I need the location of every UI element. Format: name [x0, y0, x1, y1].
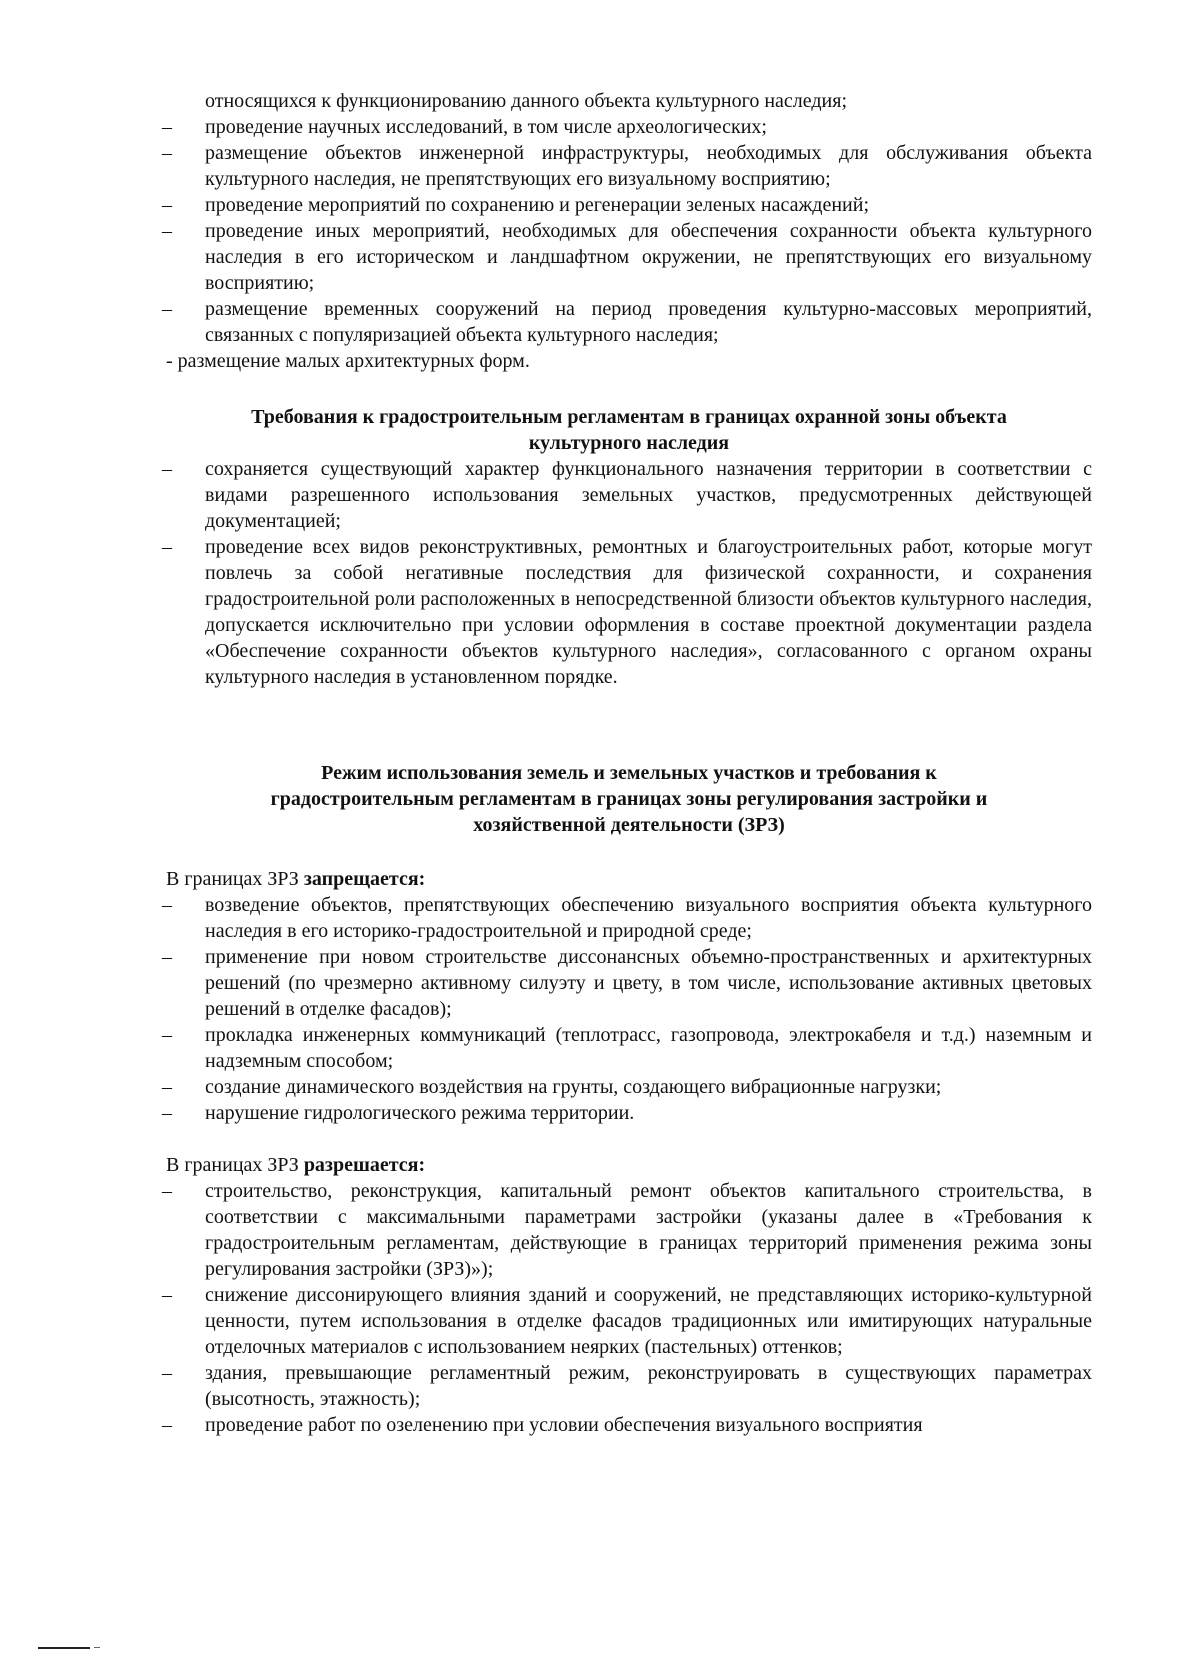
- list-item: – здания, превышающие регламентный режим, реконструировать в существующих параметрах (высотность, этажность);: [162, 1362, 1092, 1410]
- bullet-dash: –: [162, 946, 172, 968]
- bullet-dash: –: [162, 1102, 172, 1124]
- bullet-dash: –: [162, 1180, 172, 1202]
- bullet-dash: –: [162, 1024, 172, 1046]
- list-item: – сохраняется существующий характер функционального назначения территории в соответствии с видами разрешенного использования земельных участков, предусмотренных действующей документацией;: [162, 458, 1092, 532]
- list-item: – проведение иных мероприятий, необходимых для обеспечения сохранности объекта культурного наследия в его историческом и ландшафтном окружении, не препятствующих его визуальному восприятию;: [162, 220, 1092, 294]
- list-item: – проведение мероприятий по сохранению и регенерации зеленых насаждений;: [162, 194, 870, 216]
- list-item: – проведение всех видов реконструктивных, ремонтных и благоустроительных работ, которые могут повлечь за собой негативные последствия для физической сохранности, и сохранения градостроительной роли расположенных в непосредственной близости объектов культурного наследия, допускается исключительно при условии оформления в составе проектной документации раздела «Обеспечение сохранности объектов культурного наследия», согласованного с органом охраны культурного наследия в установленном порядке.: [162, 536, 1092, 688]
- list-item: – возведение объектов, препятствующих обеспечению визуального восприятия объекта культурного наследия в его историко-градостроительной и природной среде;: [162, 894, 1092, 942]
- list-item: – снижение диссонирующего влияния зданий и сооружений, не представляющих историко-культурной ценности, путем использования в отделке фасадов традиционных или имитирующих натуральные отделочных материалов с использованием неярких (пастельных) оттенков;: [162, 1284, 1092, 1358]
- list-item: – строительство, реконструкция, капитальный ремонт объектов капитального строительства, в соответствии с максимальными параметрами застройки (указаны далее в «Требования к градостроительным регламентам, действующие в границах территорий применения режима зоны регулирования застройки (ЗРЗ)»);: [162, 1180, 1092, 1280]
- bullet-dash: –: [162, 142, 172, 164]
- scan-mark: [38, 1647, 90, 1649]
- bullet-dash: –: [162, 1414, 172, 1436]
- section-heading: Режим использования земель и земельных участков и требования к градостроительным регламентам в границах зоны регулирования застройки и хозяйственной деятельности (ЗРЗ): [270, 762, 988, 836]
- list-item: – применение при новом строительстве диссонансных объемно-пространственных и архитектурных решений (по чрезмерно активному силуэту и цвету, в том числе, использование активных цветовых решений в отделке фасадов);: [162, 946, 1092, 1020]
- list-item: – размещение временных сооружений на период проведения культурно-массовых мероприятий, связанных с популяризацией объекта культурного наследия;: [162, 298, 1092, 346]
- bullet-dash: –: [162, 1284, 172, 1306]
- bullet-dash: –: [162, 1076, 172, 1098]
- list-item-last: - размещение малых архитектурных форм.: [166, 350, 530, 372]
- bullet-dash: –: [162, 116, 172, 138]
- prohibited-intro: В границах ЗРЗ запрещается:: [166, 868, 426, 890]
- list-item: – нарушение гидрологического режима территории.: [162, 1102, 635, 1124]
- list-item: – размещение объектов инженерной инфраструктуры, необходимых для обслуживания объекта культурного наследия, не препятствующих его визуальному восприятию;: [162, 142, 1092, 190]
- allowed-intro: В границах ЗРЗ разрешается:: [166, 1154, 426, 1176]
- continuation-line: относящихся к функционированию данного объекта культурного наследия;: [205, 90, 848, 112]
- bullet-dash: –: [162, 536, 172, 558]
- bullet-dash: –: [162, 298, 172, 320]
- list-item: – проведение работ по озеленению при условии обеспечения визуального восприятия: [162, 1414, 923, 1436]
- list-item: – создание динамического воздействия на грунты, создающего вибрационные нагрузки;: [162, 1076, 942, 1098]
- bullet-dash: –: [162, 458, 172, 480]
- list-item: – прокладка инженерных коммуникаций (теплотрасс, газопровода, электрокабеля и т.д.) наземным и надземным способом;: [162, 1024, 1092, 1072]
- bullet-dash: –: [162, 220, 172, 242]
- bullet-dash: –: [162, 1362, 172, 1384]
- bullet-dash: –: [162, 194, 172, 216]
- scan-mark: [94, 1647, 100, 1648]
- bullet-dash: –: [162, 894, 172, 916]
- section-heading: Требования к градостроительным регламентам в границах охранной зоны объекта культурного наследия: [251, 406, 1007, 454]
- list-item: – проведение научных исследований, в том числе археологических;: [162, 116, 767, 138]
